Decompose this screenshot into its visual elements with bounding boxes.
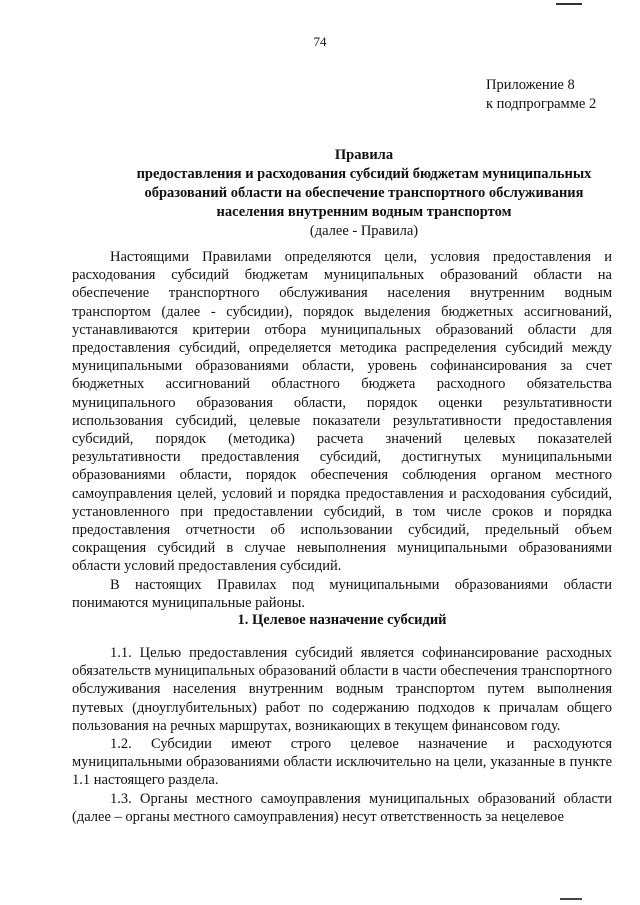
clause-1-2: 1.2. Субсидии имеют строго целевое назначение и расходуются муниципальными образованиями области исключительно на цели, указанные в пункте 1.1 настоящего раздела. bbox=[72, 736, 612, 789]
appendix-line-1: Приложение 8 bbox=[486, 77, 575, 93]
title-line-3: населения внутренним водным транспортом bbox=[216, 204, 512, 220]
clause-1-3: 1.3. Органы местного самоуправления муниципальных образований области (далее – органы местного самоуправления) несут ответственность за нецелевое bbox=[72, 790, 612, 825]
intro-section bbox=[72, 248, 612, 612]
appendix-line-2: к подпрограмме 2 bbox=[486, 96, 597, 112]
title-subtitle: (далее - Правила) bbox=[309, 223, 419, 239]
appendix-note bbox=[486, 76, 596, 114]
title-heading: Правила bbox=[334, 147, 394, 163]
intro-paragraph-1: Настоящими Правилами определяются цели, условия предоставления и расходования субсидий бюджетам муниципальных образований области на обеспечение транспортного обслуживания населения внутренним водным транспортом (далее - субсидии), порядок выделения бюджетных ассигнований, устанавливаются критерии отбора муниципальных образований области для предоставления субсидий, определяется методика распределения субсидий между муниципальными образованиями области, уровень софинансирования за счет бюджетных ассигнований областного бюджета расходного обязательства муниципального образования области, порядок оценки результативности использования субсидий, целевые показатели результативности предоставления субсидий, порядок (методика) расчета значений целевых показателей результативности предоставления субсидий, достигнутых муниципальными образованиями области, порядок обеспечения соблюдения органом местного самоуправления целей, условий и порядка предоставления и расходования субсидий, установленного при предоставлении субсидий, в том числе сроков и порядка предоставления отчетности об использовании субсидий, предельный объем сокращения субсидий в случае невыполнения муниципальными образованиями области условий предоставления субсидий. bbox=[72, 249, 612, 575]
document-title bbox=[90, 146, 638, 241]
page-number: 74 bbox=[313, 34, 327, 49]
scan-mark-top bbox=[556, 0, 582, 5]
section-1-body bbox=[72, 644, 612, 826]
title-line-1: предоставления и расходования субсидий бюджетам муниципальных bbox=[136, 166, 592, 182]
scan-mark-bottom bbox=[560, 898, 582, 904]
intro-paragraph-2: В настоящих Правилах под муниципальными образованиями области понимаются муниципальные районы. bbox=[72, 576, 612, 611]
clause-1-1: 1.1. Целью предоставления субсидий является софинансирование расходных обязательств муниципальных образований области в части обеспечения транспортного обслуживания населения внутренним водным транспортом путем выполнения путевых (дноуглубительных) работ по содержанию подходов к причалам общего пользования на речных маршрутах, возникающих в текущем финансовом году. bbox=[72, 645, 612, 734]
title-line-2: образований области на обеспечение транспортного обслуживания bbox=[144, 185, 584, 201]
section-1-heading: 1. Целевое назначение субсидий bbox=[237, 612, 447, 628]
